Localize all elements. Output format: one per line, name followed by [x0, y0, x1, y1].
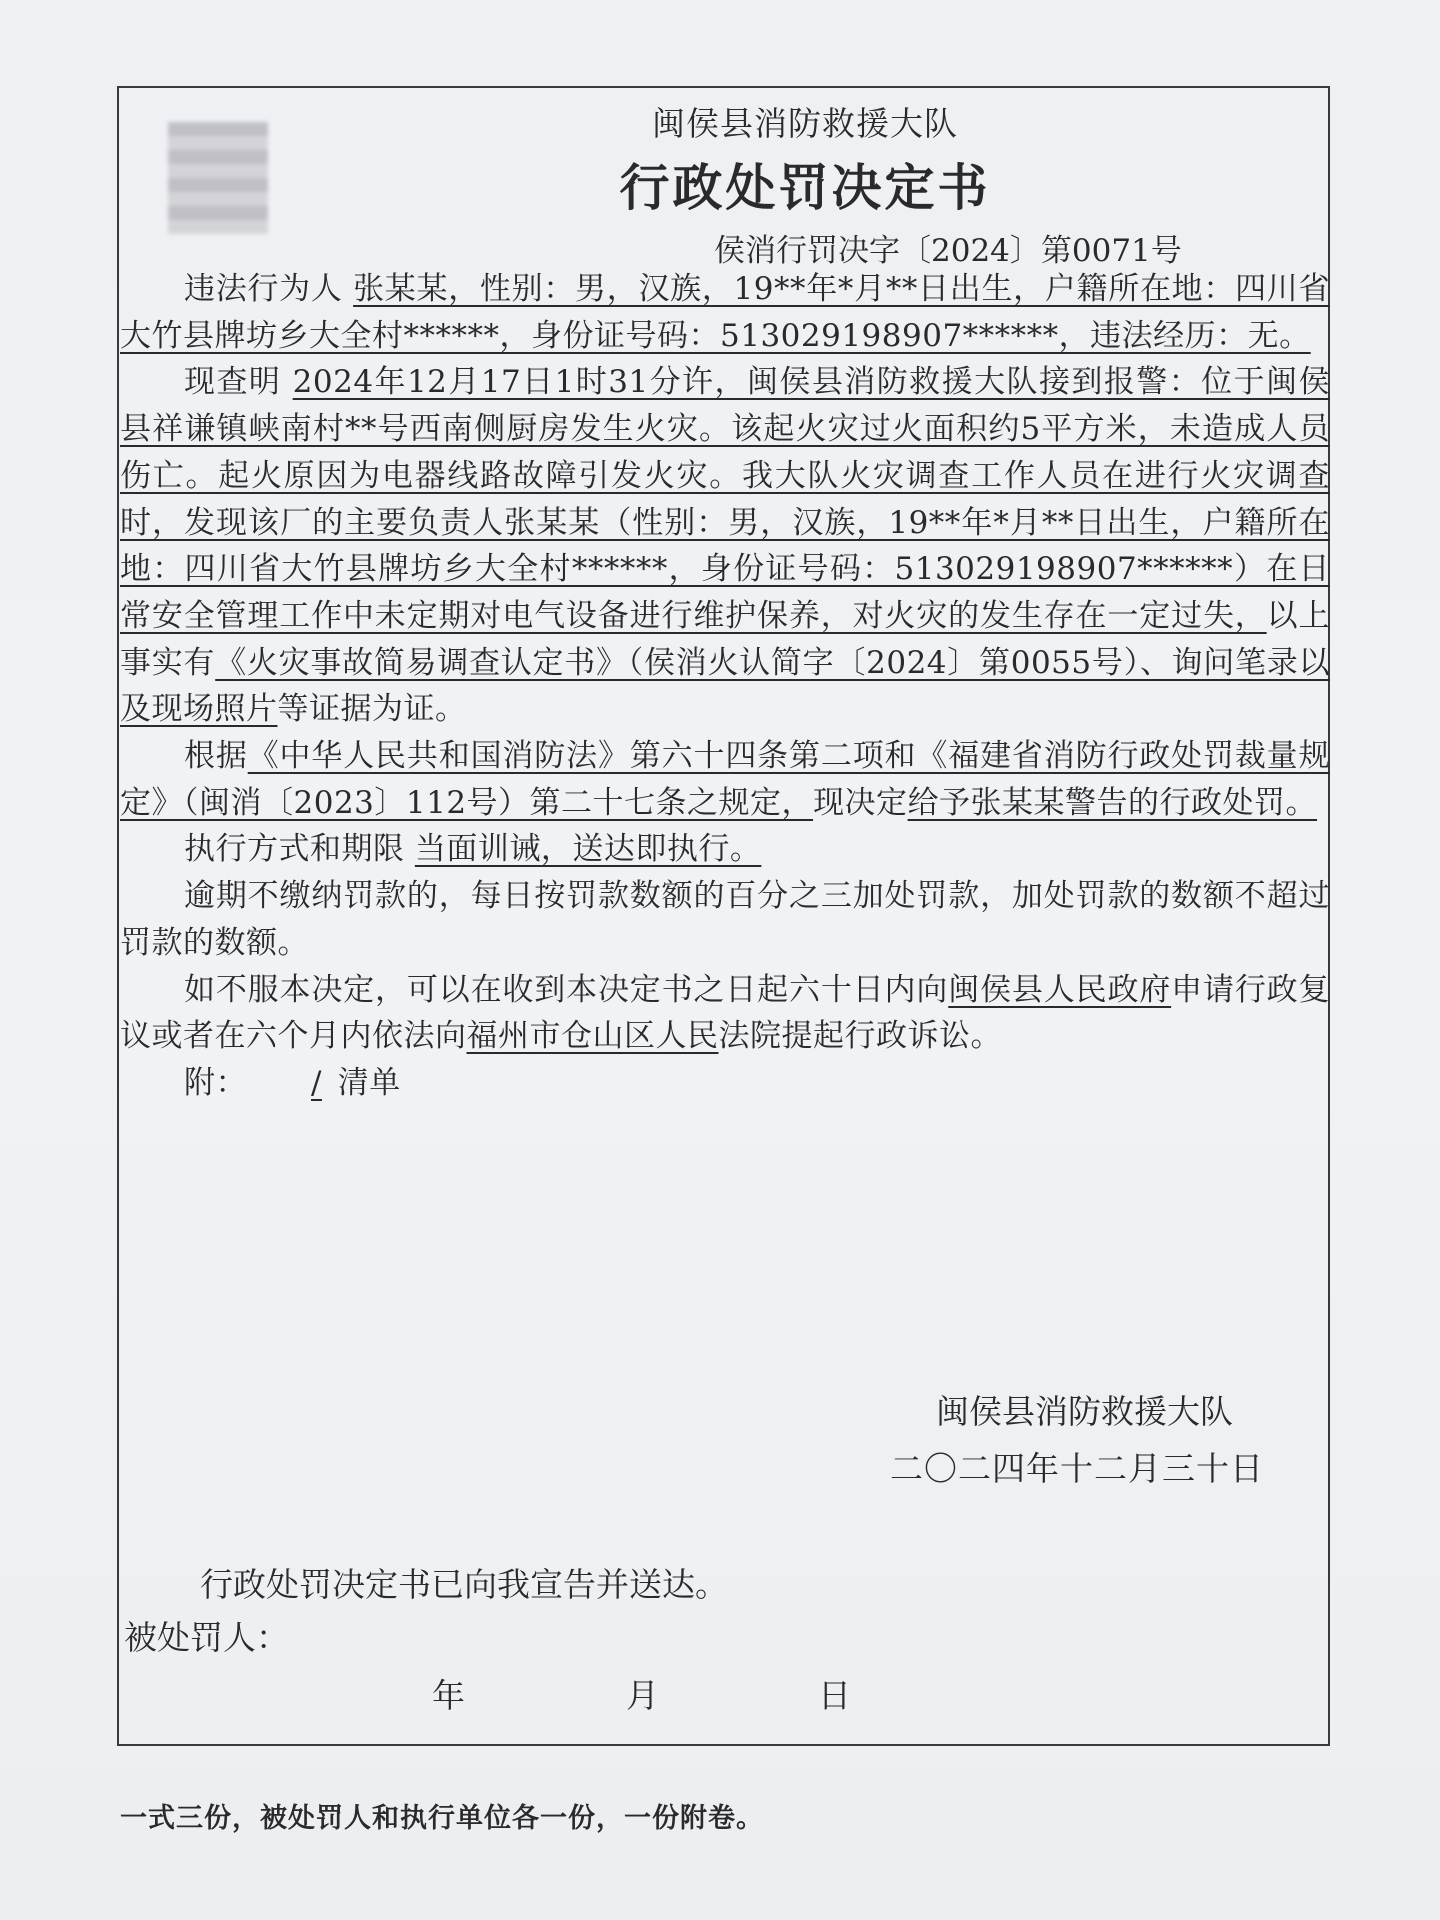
document-number: 侯消行罚决字〔2024〕第0071号	[714, 233, 1182, 269]
attachment-suffix: 清单	[337, 1064, 401, 1101]
review-authority: 闽侯县人民政府	[948, 971, 1172, 1008]
evidence-suffix: 等证据为证。	[277, 691, 467, 728]
ack-day-label: 日	[818, 1676, 851, 1715]
execution-label: 执行方式和期限	[184, 831, 405, 868]
evidence-list: 《火灾事故简易调查认定书》（侯消火认简字〔2024〕第0055号）、询问笔录以及现场照片	[120, 644, 1330, 728]
issuing-organization: 闽侯县消防救援大队	[652, 104, 958, 143]
attachment-label: 附：	[184, 1064, 247, 1101]
basis-label: 根据	[184, 738, 248, 775]
execution-method: 当面训诫，送达即执行。	[414, 831, 762, 868]
signature-date: 二〇二四年十二月三十日	[890, 1449, 1264, 1488]
decision-content: 给予张某某警告的行政处罚。	[907, 784, 1318, 821]
facts-details: 2024年12月17日1时31分许，闽侯县消防救援大队接到报警：位于闽侯县祥谦镇峡南村**号西南侧厨房发生火灾。该起火灾过火面积约5平方米，未造成人员伤亡。起火原因为电器线路故障引发火灾。我大队火灾调查工作人员在进行火灾调查时，发现该厂的主要负责人张某某（性别：男，汉族，19**年*月**日出生，户籍所在地：四川省大竹县牌坊乡大全村******，身份证号码：513029198907******）在日常安全管理工作中未定期对电气设备进行维护保养，对火灾的发生存在一定过失，	[120, 364, 1331, 634]
court-name: 福州市仓山区人民	[466, 1018, 719, 1055]
signature-organization: 闽侯县消防救援大队	[936, 1392, 1233, 1431]
document-title: 行政处罚决定书	[619, 158, 991, 217]
ack-month-label: 月	[626, 1676, 659, 1715]
attachment-line	[120, 1060, 1330, 1107]
appeal-middle: 申请行政复议或者在六个月内依法向	[120, 971, 1331, 1055]
copies-note: 一式三份，被处罚人和执行单位各一份，一份附卷。	[120, 1803, 764, 1834]
recipient-label: 被处罚人：	[124, 1618, 289, 1657]
appeal-prefix: 如不服本决定，可以在收到本决定书之日起六十日内向	[184, 971, 949, 1008]
document-body	[120, 266, 1330, 1107]
facts-paragraph	[120, 359, 1330, 733]
attachment-value: /	[311, 1064, 322, 1101]
late-fee-paragraph: 逾期不缴纳罚款的，每日按罚款数额的百分之三加处罚款，加处罚款的数额不超过罚款的数额。	[120, 878, 1330, 961]
party-paragraph	[120, 266, 1330, 359]
evidence-prefix: 以上事实有	[120, 597, 1331, 681]
party-label: 违法行为人	[184, 271, 343, 307]
facts-label: 现查明	[184, 364, 282, 401]
party-details: 张某某，性别：男，汉族，19**年*月**日出生，户籍所在地：四川省大竹县牌坊乡大全村******，身份证号码：513029198907******，违法经历：无。	[120, 271, 1330, 354]
legal-basis: 《中华人民共和国消防法》第六十四条第二项和《福建省消防行政处罚裁量规定》（闽消〔2023〕112号）第二十七条之规定，	[120, 738, 1330, 821]
ack-year-label: 年	[432, 1676, 465, 1715]
appeal-paragraph	[120, 967, 1330, 1060]
decision-prefix: 现决定	[813, 784, 908, 821]
acknowledgement-text: 行政处罚决定书已向我宣告并送达。	[200, 1565, 728, 1604]
execution-paragraph	[120, 826, 1330, 873]
appeal-suffix: 法院提起行政诉讼。	[718, 1018, 1002, 1055]
basis-paragraph	[120, 733, 1330, 826]
